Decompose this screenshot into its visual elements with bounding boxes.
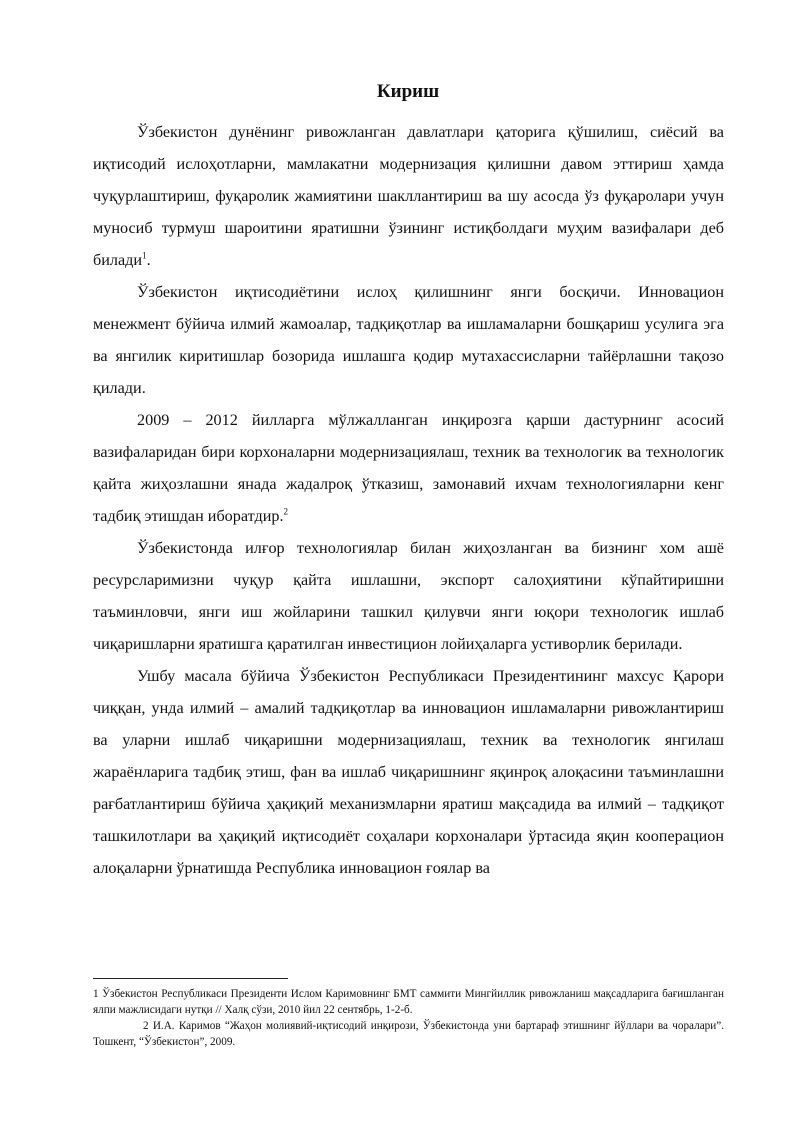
paragraph-text: 2009 – 2012 йилларга мўлжалланган инқирозга қарши дастурнинг асосий вазифаларидан бири корхоналарни модернизациялаш, техник ва технологик ва технологик қайта жиҳозлашни янада жадалроқ ўтказиш, замонавий ихчам технологияларни кенг тадбиқ этишдан иборатдир.: [93, 411, 724, 525]
paragraph: [93, 116, 724, 276]
paragraph-tail: .: [146, 251, 151, 269]
footnote-divider: [93, 978, 288, 979]
paragraph: [93, 660, 724, 884]
page-title: Кириш: [376, 81, 440, 102]
paragraph-text: Ўзбекистон иқтисодиётини ислоҳ қилишнинг янги босқичи. Инновацион менежмент бўйича илмий жамоалар, тадқиқотлар ва ишламаларни бошқариш усулига эга ва янгилик киритишлар бозорида ишлашга қодир мутахассисларни тайёрлашни тақозо қилади.: [93, 283, 724, 397]
paragraph: [93, 276, 724, 404]
footnotes: [93, 986, 724, 1050]
footnote: 2 И.А. Каримов “Жаҳон молиявий-иқтисодий инқирози, Ўзбекистонда уни бартараф этишнинг йўллари ва чоралари”. Тошкент, “Ўзбекистон”, 2009.: [93, 1020, 724, 1048]
paragraph: [93, 404, 724, 532]
paragraph-text: Ўзбекистон дунёнинг ривожланган давлатлари қаторига қўшилиш, сиёсий ва иқтисодий ислоҳотларни, мамлакатни модернизация қилишни давом эттириш ҳамда чуқурлаштириш, фуқаролик жамиятини шакллантириш ва шу асосда ўз фуқаролари учун муносиб турмуш шароитини яратишни ўзининг истиқболдаги муҳим вазифалари деб билади: [93, 123, 724, 269]
paragraph-text: Ўзбекистонда илғор технологиялар билан жиҳозланган ва бизнинг хом ашё ресурсларимизни чуқур қайта ишлашни, экспорт салоҳиятини кўпайтиришни таъминловчи, янги иш жойларини ташкил қилувчи янги юқори технологик ишлаб чиқаришларни яратишга қаратилган инвестицион лойиҳаларга устиворлик берилади.: [93, 539, 724, 653]
footnote: 1 Ўзбекистон Республикаси Президенти Ислом Каримовнинг БМТ саммити Мингйиллик ривожланиш мақсадларига бағишланган ялпи мажлисидаги нутқи // Халқ сўзи, 2010 йил 22 сентябрь, 1-2-б.: [93, 988, 724, 1016]
paragraph: [93, 532, 724, 660]
body-text: [93, 116, 724, 884]
paragraph-text: Ушбу масала бўйича Ўзбекистон Республикаси Президентининг махсус Қарори чиққан, унда илмий – амалий тадқиқотлар ва инновацион ишламаларни ривожлантириш ва уларни ишлаб чиқаришни модернизациялаш, техник ва технологик янгилаш жараёнларига тадбиқ этиш, фан ва ишлаб чиқаришнинг яқинроқ алоқасини таъминлашни рағбатлантириш бўйича ҳақиқий механизмларни яратиш мақсадида ва илмий – тадқиқот ташкилотлари ва ҳақиқий иқтисодиёт соҳалари корхоналари ўртасида яқин кооперацион алоқаларни ўрнатишда Республика инновацион ғоялар ва: [93, 667, 724, 877]
footnote-marker: 1: [142, 250, 147, 261]
footnote-marker: 2: [283, 506, 289, 517]
